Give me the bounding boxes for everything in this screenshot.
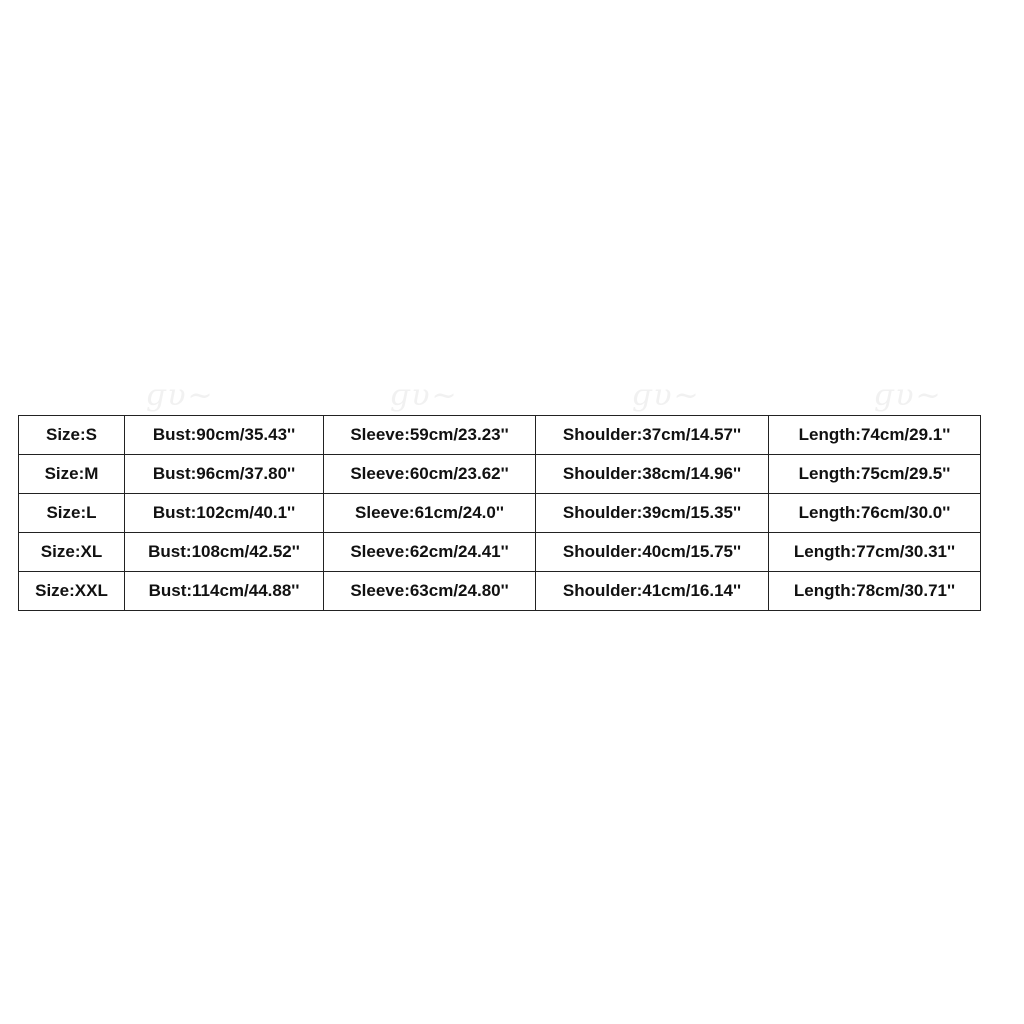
size-cell: Size:XXL bbox=[19, 572, 125, 611]
watermark-logo: ɡυ~ bbox=[632, 378, 701, 413]
size-cell: Size:M bbox=[19, 455, 125, 494]
size-cell: Size:S bbox=[19, 416, 125, 455]
length-cell: Length:76cm/30.0'' bbox=[769, 494, 981, 533]
length-cell: Length:78cm/30.71'' bbox=[769, 572, 981, 611]
size-chart-table bbox=[18, 415, 981, 611]
table-row bbox=[19, 494, 981, 533]
bust-cell: Bust:102cm/40.1'' bbox=[125, 494, 324, 533]
bust-cell: Bust:114cm/44.88'' bbox=[125, 572, 324, 611]
sleeve-cell: Sleeve:59cm/23.23'' bbox=[324, 416, 536, 455]
sleeve-cell: Sleeve:63cm/24.80'' bbox=[324, 572, 536, 611]
size-cell: Size:XL bbox=[19, 533, 125, 572]
shoulder-cell: Shoulder:39cm/15.35'' bbox=[536, 494, 769, 533]
watermark-logo: ɡυ~ bbox=[146, 378, 215, 413]
shoulder-cell: Shoulder:40cm/15.75'' bbox=[536, 533, 769, 572]
size-cell: Size:L bbox=[19, 494, 125, 533]
shoulder-cell: Shoulder:37cm/14.57'' bbox=[536, 416, 769, 455]
length-cell: Length:75cm/29.5'' bbox=[769, 455, 981, 494]
sleeve-cell: Sleeve:61cm/24.0'' bbox=[324, 494, 536, 533]
table-row bbox=[19, 533, 981, 572]
bust-cell: Bust:108cm/42.52'' bbox=[125, 533, 324, 572]
table-row bbox=[19, 455, 981, 494]
shoulder-cell: Shoulder:38cm/14.96'' bbox=[536, 455, 769, 494]
length-cell: Length:77cm/30.31'' bbox=[769, 533, 981, 572]
watermark-logo: ɡυ~ bbox=[874, 378, 943, 413]
table-row bbox=[19, 572, 981, 611]
bust-cell: Bust:96cm/37.80'' bbox=[125, 455, 324, 494]
sleeve-cell: Sleeve:62cm/24.41'' bbox=[324, 533, 536, 572]
sleeve-cell: Sleeve:60cm/23.62'' bbox=[324, 455, 536, 494]
table-row bbox=[19, 416, 981, 455]
bust-cell: Bust:90cm/35.43'' bbox=[125, 416, 324, 455]
length-cell: Length:74cm/29.1'' bbox=[769, 416, 981, 455]
shoulder-cell: Shoulder:41cm/16.14'' bbox=[536, 572, 769, 611]
watermark-logo: ɡυ~ bbox=[390, 378, 459, 413]
